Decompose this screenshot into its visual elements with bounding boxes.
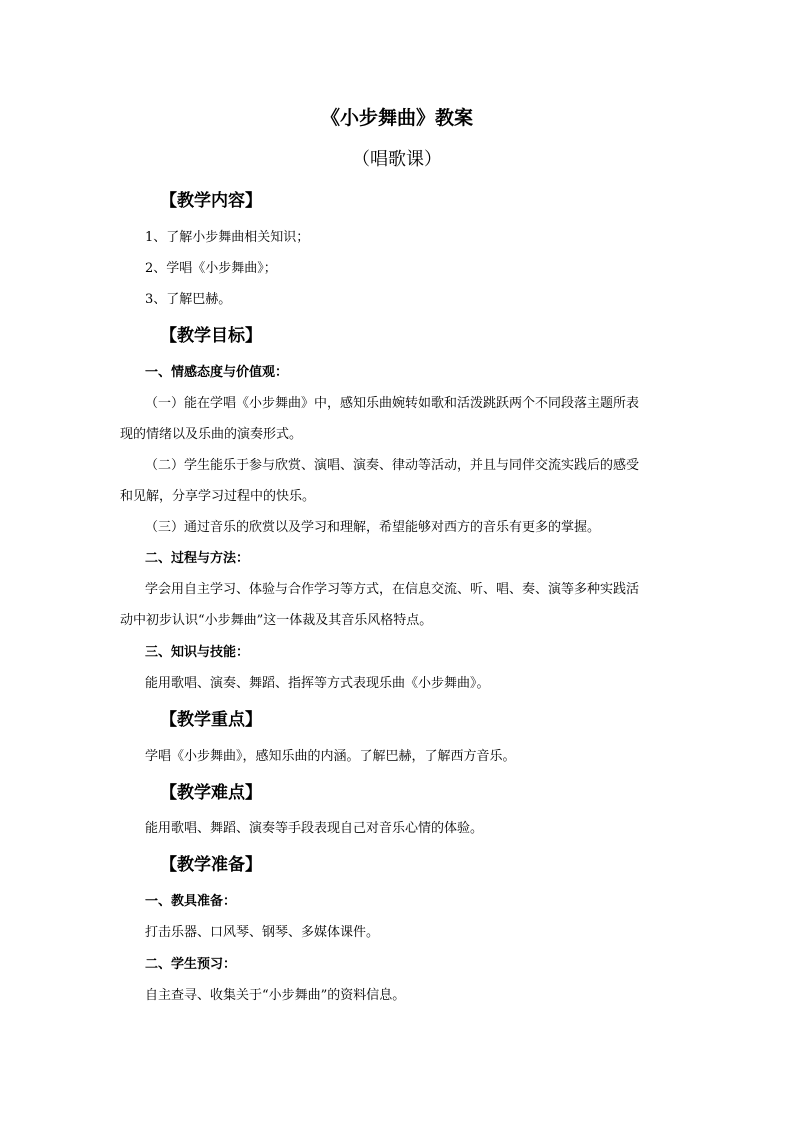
section-heading-goals: 【教学目标】: [160, 326, 262, 346]
content-item: 2、学唱《小步舞曲》；: [145, 261, 277, 276]
prep-subheading: 二、学生预习：: [145, 957, 237, 972]
section-heading-content: 【教学内容】: [160, 191, 262, 211]
content-item: 1、了解小步舞曲相关知识；: [145, 230, 310, 245]
section-heading-focus: 【教学重点】: [160, 710, 262, 730]
paragraph-line: （二）学生能乐于参与欣赏、演唱、演奏、律动等活动，并且与同伴交流实践后的感受: [145, 458, 640, 473]
goals-subheading: 三、知识与技能：: [145, 645, 250, 660]
paragraph-line: 自主查寻、收集关于“小步舞曲”的资料信息。: [145, 988, 406, 1003]
document-subtitle: （唱歌课）: [352, 149, 442, 170]
paragraph-line: 能用歌唱、舞蹈、演奏等手段表现自己对音乐心情的体验。: [145, 821, 484, 836]
paragraph-line: 和见解，分享学习过程中的快乐。: [120, 489, 316, 504]
section-heading-prep: 【教学准备】: [160, 855, 262, 875]
section-heading-difficulty: 【教学难点】: [160, 783, 262, 803]
content-item: 3、了解巴赫。: [145, 292, 232, 307]
prep-subheading: 一、教具准备：: [145, 894, 237, 909]
paragraph-line: 学唱《小步舞曲》，感知乐曲的内涵。了解巴赫，了解西方音乐。: [145, 749, 516, 764]
paragraph-line: 能用歌唱、演奏、舞蹈、指挥等方式表现乐曲《小步舞曲》。: [145, 676, 490, 691]
paragraph-line: 现的情绪以及乐曲的演奏形式。: [120, 427, 303, 442]
paragraph-line: 动中初步认识“小步舞曲”这一体裁及其音乐风格特点。: [120, 613, 433, 628]
paragraph-line: （三）通过音乐的欣赏以及学习和理解，希望能够对西方的音乐有更多的掌握。: [145, 520, 601, 535]
goals-subheading: 二、过程与方法：: [145, 551, 250, 566]
paragraph-line: （一）能在学唱《小步舞曲》中，感知乐曲婉转如歌和活泼跳跃两个不同段落主题所表: [145, 396, 640, 411]
paragraph-line: 学会用自主学习、体验与合作学习等方式，在信息交流、听、唱、奏、演等多种实践活: [145, 582, 640, 597]
paragraph-line: 打击乐器、口风琴、钢琴、多媒体课件。: [145, 925, 380, 940]
goals-subheading: 一、情感态度与价值观：: [145, 365, 289, 380]
document-title: 《小步舞曲》教案: [320, 107, 473, 129]
